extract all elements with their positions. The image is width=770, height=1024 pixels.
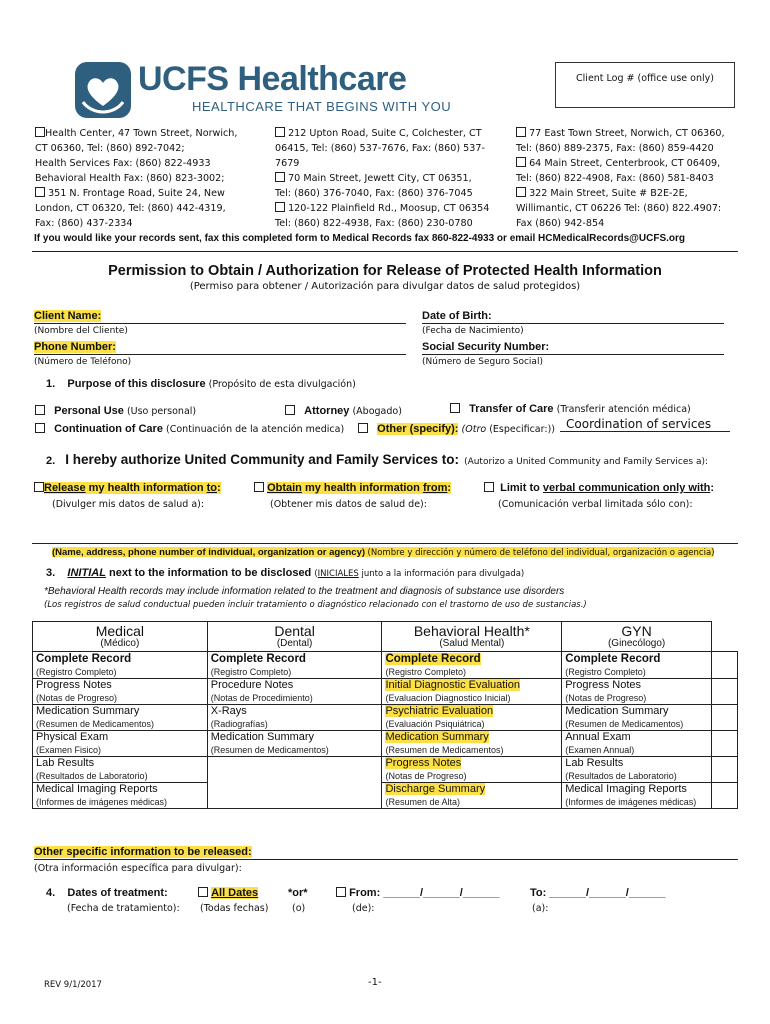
section-label: I hereby authorize United Community and Family Services to: (65, 452, 460, 467)
initial-cell[interactable] (712, 731, 738, 757)
location-line: Tel: (860) 889-2375, Fax: (860) 859-4420 (516, 143, 714, 154)
section-label-es: ( (314, 569, 318, 579)
initial-cell[interactable] (712, 757, 738, 783)
other-specify-input[interactable]: Coordination of services (560, 417, 730, 432)
header-bh (382, 622, 562, 652)
location-checkbox[interactable] (275, 202, 285, 212)
from-date-field[interactable] (336, 887, 500, 899)
or-label-es: (o) (292, 903, 306, 914)
all-dates-label-es: (Todas fechas) (200, 903, 269, 914)
initial-cell[interactable] (712, 652, 738, 679)
cell-bh-1[interactable]: Initial Diagnostic Evaluation (Evaluacion Diagnostico Inicial) (382, 679, 562, 705)
section-3-heading (46, 567, 524, 579)
client-name-field[interactable] (34, 310, 406, 324)
location-line: 351 N. Frontage Road, Suite 24, New (35, 186, 275, 201)
section-4-heading (46, 887, 168, 899)
option-label: Personal Use (54, 405, 124, 417)
option-label-es: (Transferir atención médica) (556, 404, 691, 415)
label: (Name, address, phone number of individual, organization or agency) (52, 547, 366, 558)
location-line: 64 Main Street, Centerbrook, CT 06409, (516, 156, 741, 171)
table-row (33, 652, 738, 679)
cell-medical-2[interactable]: Medication Summary (Resumen de Medicamentos) (33, 705, 208, 731)
option-label-es: (Continuación de la atención medica) (166, 424, 345, 435)
option-label: my health information (304, 482, 420, 494)
option-label-es: (Otro (461, 424, 487, 435)
bh-note-es: (Los registros de salud conductual pueden incluir tratamiento o diagnóstico relacionado con el trastorno de uso de sustancias.) (44, 600, 587, 610)
option-label: : (447, 482, 452, 494)
column-title: GYN (621, 623, 652, 639)
cell-dental-1[interactable]: Procedure Notes (Notas de Procedimiento) (207, 679, 382, 705)
option-label: Attorney (304, 405, 350, 417)
cell-medical-3[interactable]: Physical Exam (Examen Fisico) (33, 731, 208, 757)
location-line: CT 06360, Tel: (860) 892-7042; (35, 143, 185, 154)
checkbox[interactable] (358, 423, 368, 433)
revision-label: REV 9/1/2017 (44, 980, 102, 990)
dob-label: Date of Birth: (422, 310, 492, 322)
location-line: 212 Upton Road, Suite C, Colchester, CT (275, 126, 515, 141)
location-line: 120-122 Plainfield Rd., Moosup, CT 06354 (275, 201, 515, 216)
checkbox[interactable] (35, 423, 45, 433)
location-checkbox[interactable] (35, 187, 45, 197)
section-label-es: (Autorizo a United Community and Family Services a): (464, 457, 709, 467)
label-es: (Nombre y dirección y número de teléfono del individual, organización o agencia) (367, 548, 715, 558)
divider (32, 251, 738, 252)
option-label: verbal communication only with (542, 482, 711, 494)
column-title: Behavioral Health* (413, 623, 530, 639)
client-log-box (555, 62, 735, 108)
cell-medical-5[interactable]: Medical Imaging Reports (Informes de imágenes médicas) (33, 783, 208, 809)
locations-col-1 (35, 126, 275, 231)
cell-bh-5[interactable]: Discharge Summary (Resumen de Alta) (382, 783, 562, 809)
option-label: Transfer of Care (469, 403, 554, 415)
option-label: Other (specify): (377, 423, 459, 435)
location-line: Tel: (860) 822-4908, Fax: (860) 581-8403 (516, 173, 714, 184)
option-label: : (710, 482, 715, 494)
initial-cell[interactable] (712, 783, 738, 809)
section-label-es: junto a la información para divulgada) (361, 569, 525, 579)
from-label: From: ______/______/______ (349, 887, 500, 899)
option-label-es: (Uso personal) (126, 406, 197, 417)
table-row (33, 757, 738, 783)
table-row (33, 679, 738, 705)
personal-use-option[interactable] (35, 405, 196, 417)
section-label: INITIAL (67, 567, 106, 579)
checkbox[interactable] (198, 887, 208, 897)
ssn-field[interactable] (422, 341, 724, 355)
option-label: All Dates (211, 887, 259, 899)
other-info-label: Other specific information to be released: (34, 846, 252, 858)
section-label: next to the information to be disclosed (108, 567, 312, 579)
section-number: 2. (46, 455, 56, 467)
all-dates-option[interactable] (198, 887, 258, 899)
cell-gyn-2[interactable]: Medication Summary (Resumen de Medicamentos) (562, 705, 712, 731)
table-row (33, 705, 738, 731)
release-label-es: (Divulger mis datos de salud a): (52, 499, 205, 510)
checkbox[interactable] (35, 405, 45, 415)
checkbox[interactable] (450, 403, 460, 413)
column-title-es: (Salud Mental) (439, 638, 505, 649)
column-title-es: (Médico) (100, 638, 140, 649)
location-checkbox[interactable] (275, 172, 285, 182)
location-line: Fax (860) 942-854 (516, 218, 605, 229)
cell-medical-1[interactable]: Progress Notes (Notas de Progreso) (33, 679, 208, 705)
option-label: Limit to (500, 482, 540, 494)
column-title: Dental (274, 623, 315, 639)
option-label: Release (44, 482, 86, 494)
phone-field[interactable] (34, 341, 406, 355)
checkbox[interactable] (285, 405, 295, 415)
obtain-label-es: (Obtener mis datos de salud de): (270, 499, 427, 510)
recipient-input[interactable] (32, 543, 738, 544)
locations-col-2 (275, 126, 515, 231)
option-label-es: (Especificar:)) (489, 424, 555, 435)
column-title: Medical (95, 623, 144, 639)
cell-gyn-1[interactable]: Progress Notes (Notas de Progreso) (562, 679, 712, 705)
location-checkbox[interactable] (275, 127, 285, 137)
cell-dental-0[interactable]: Complete Record (Registro Completo) (207, 652, 382, 679)
location-line: 7679 (275, 158, 300, 169)
cell-bh-2[interactable]: Psychiatric Evaluation (Evaluación Psiquiátrica) (382, 705, 562, 731)
header-gyn (562, 622, 712, 652)
location-line: 06415, Tel: (860) 537-7676, Fax: (860) 537- (275, 143, 485, 154)
bh-note: *Behavioral Health records may include information related to the treatment and diagnosis of substance use disorders (44, 586, 565, 597)
phone-label: Phone Number: (34, 341, 116, 353)
release-option[interactable] (34, 482, 221, 494)
other-option[interactable] (358, 423, 555, 435)
location-line: 70 Main Street, Jewett City, CT 06351, (275, 171, 515, 186)
cell-medical-0[interactable]: Complete Record (Registro Completo) (33, 652, 208, 679)
to-label-es: (a): (532, 903, 549, 914)
obtain-option[interactable] (254, 482, 451, 494)
checkbox[interactable] (336, 887, 346, 897)
location-checkbox[interactable] (516, 127, 526, 137)
initial-cell[interactable] (712, 679, 738, 705)
location-line: Health Services Fax: (860) 822-4933 (35, 158, 211, 169)
section-label-es: INICIALES (317, 569, 359, 579)
cell-dental-5[interactable] (207, 783, 382, 809)
cell-dental-3[interactable]: Medication Summary (Resumen de Medicamentos) (207, 731, 382, 757)
tagline: HEALTHCARE THAT BEGINS WITH YOU (192, 99, 452, 114)
section-number: 4. (46, 887, 56, 899)
cell-bh-3[interactable]: Medication Summary (Resumen de Medicamentos) (382, 731, 562, 757)
cell-gyn-4[interactable]: Lab Results (Resultados de Laboratorio) (562, 757, 712, 783)
fax-notice: If you would like your records sent, fax this completed form to Medical Records fax 860-822-4933 or email HCMedicalRecords@UCFS.org (34, 233, 686, 244)
page-subtitle: (Permiso para obtener / Autorización para divulgar datos de salud protegidos) (189, 281, 581, 292)
continuation-of-care-option[interactable] (35, 423, 344, 435)
option-label: : (217, 482, 221, 494)
locations-col-3 (516, 126, 741, 231)
dob-label-es: (Fecha de Nacimiento) (422, 326, 524, 336)
ssn-label: Social Security Number: (422, 341, 550, 353)
location-line: Tel: (860) 376-7040, Fax: (860) 376-7045 (275, 188, 473, 199)
section-label: Dates of treatment: (67, 887, 168, 899)
option-label: Obtain (267, 482, 302, 494)
logo (75, 62, 131, 118)
option-label: Continuation of Care (54, 423, 163, 435)
client-log-label: Client Log # (office use only) (576, 73, 714, 84)
phone-label-es: (Número de Teléfono) (34, 357, 132, 367)
location-line: Willimantic, CT 06226 Tel: (860) 822.4907: (516, 203, 722, 214)
column-title-es: (Ginecólogo) (607, 638, 666, 649)
checkbox[interactable] (254, 482, 264, 492)
cell-gyn-5[interactable]: Medical Imaging Reports (Informes de imágenes médicas) (562, 783, 712, 809)
other-info-label-es: (Otra información específica para divulgar): (34, 863, 242, 874)
initial-column (712, 622, 738, 652)
location-checkbox[interactable] (516, 187, 526, 197)
cell-dental-2[interactable]: X-Rays (Radiografías) (207, 705, 382, 731)
transfer-of-care-option[interactable] (450, 403, 691, 415)
section-label-es: (Propósito de esta divulgación) (208, 379, 356, 390)
cell-gyn-3[interactable]: Annual Exam (Examen Annual) (562, 731, 712, 757)
page-number: -1- (368, 977, 382, 988)
location-line: London, CT 06320, Tel: (860) 442-4319, (35, 203, 226, 214)
limit-label-es: (Comunicación verbal limitada sólo con): (498, 499, 693, 510)
page-title: Permission to Obtain / Authorization for Release of Protected Health Information (108, 263, 662, 279)
limit-option[interactable] (484, 482, 714, 494)
ssn-label-es: (Número de Seguro Social) (422, 357, 543, 367)
location-line: Health Center, 47 Town Street, Norwich, (35, 126, 275, 141)
client-name-label: Client Name: (34, 310, 102, 322)
dob-field[interactable] (422, 310, 724, 324)
section-1-heading (46, 378, 356, 390)
location-checkbox[interactable] (35, 127, 45, 137)
table-row (33, 783, 738, 809)
cell-bh-4[interactable]: Progress Notes (Notas de Progreso) (382, 757, 562, 783)
checkbox[interactable] (484, 482, 494, 492)
brand-name: UCFS Healthcare (138, 60, 407, 98)
location-line: Fax: (860) 437-2334 (35, 218, 133, 229)
header-medical (33, 622, 208, 652)
location-line: Behavioral Health Fax: (860) 823-3002; (35, 173, 225, 184)
recipient-line-label (52, 547, 714, 558)
other-info-field[interactable] (34, 846, 738, 860)
location-line: Tel: (860) 822-4938, Fax: (860) 230-0780 (275, 218, 473, 229)
table-row (33, 731, 738, 757)
section-4-label-es: (Fecha de tratamiento): (67, 903, 180, 914)
section-number: 1. (46, 378, 56, 390)
initial-cell[interactable] (712, 705, 738, 731)
header-dental (207, 622, 382, 652)
cell-gyn-0[interactable]: Complete Record (Registro Completo) (562, 652, 712, 679)
heart-hands-icon (75, 62, 131, 118)
cell-medical-4[interactable]: Lab Results (Resultados de Laboratorio) (33, 757, 208, 783)
records-table (32, 621, 738, 809)
option-label-es: (Abogado) (352, 406, 402, 417)
option-label: from (422, 482, 448, 494)
table-header-row (33, 622, 738, 652)
option-label: to (206, 482, 218, 494)
location-checkbox[interactable] (516, 157, 526, 167)
or-label: *or* (288, 887, 308, 899)
client-name-label-es: (Nombre del Cliente) (34, 326, 128, 336)
section-label: Purpose of this disclosure (67, 378, 206, 390)
section-number: 3. (46, 567, 56, 579)
cell-bh-0[interactable]: Complete Record (Registro Completo) (382, 652, 562, 679)
cell-dental-4[interactable] (207, 757, 382, 783)
from-label-es: (de): (352, 903, 375, 914)
option-label: my health information (88, 482, 204, 494)
checkbox[interactable] (34, 482, 44, 492)
column-title-es: (Dental) (276, 638, 313, 649)
location-line: 322 Main Street, Suite # B2E-2E, (516, 186, 741, 201)
to-date-field[interactable]: To: ______/______/______ (530, 887, 666, 899)
section-2-heading (46, 452, 708, 467)
location-line: 77 East Town Street, Norwich, CT 06360, (516, 126, 741, 141)
attorney-option[interactable] (285, 405, 402, 417)
